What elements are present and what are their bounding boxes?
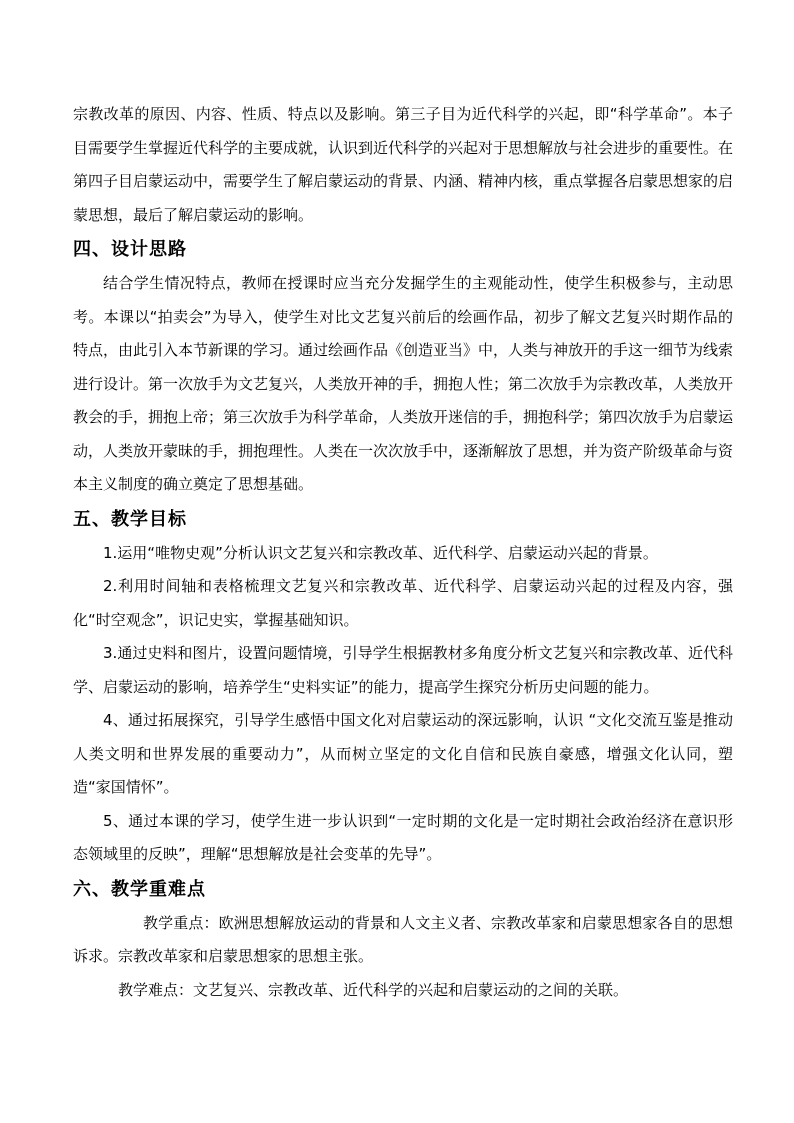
key-point-paragraph: 教学重点：欧洲思想解放运动的背景和人文主义者、宗教改革家和启蒙思想家各自的思想诉求。宗教改革家和启蒙思想家的思想主张。 bbox=[73, 913, 733, 965]
goal-3: 3.通过史料和图片，设置问题情境，引导学生根据教材多角度分析文艺复兴和宗教改革、近代科学、启蒙运动的影响，培养学生“史料实证”的能力，提高学生探究分析历史问题的能力。 bbox=[73, 644, 733, 696]
document-body bbox=[73, 98, 733, 1007]
section4-heading: 四、设计思路 bbox=[73, 239, 187, 260]
section5-heading: 五、教学目标 bbox=[73, 508, 187, 530]
goal-5: 5、通过本课的学习，使学生进一步认识到“一定时期的文化是一定时期社会政治经济在意识形态领域里的反映”，理解“思想解放是社会变革的先导”。 bbox=[73, 811, 733, 863]
section6-heading: 六、教学重难点 bbox=[73, 878, 206, 900]
section4-paragraph: 结合学生情况特点，教师在授课时应当充分发掘学生的主观能动性，使学生积极参与，主动思考。本课以“拍卖会”为导入，使学生对比文艺复兴前后的绘画作品，初步了解文艺复兴时期作品的特点，由此引入本节新课的学习。通过绘画作品《创造亚当》中，人类与神放开的手这一细节为线索进行设计。第一次放手为文艺复兴，人类放开神的手，拥抱人性；第二次放手为宗教改革，人类放开教会的手，拥抱上帝；第三次放手为科学革命，人类放开迷信的手，拥抱科学；第四次放手为启蒙运动，人类放开蒙昧的手，拥抱理性。人类在一次次放手中，逐渐解放了思想，并为资产阶级革命与资本主义制度的确立奠定了思想基础。 bbox=[73, 274, 734, 493]
difficult-point-paragraph: 教学难点：文艺复兴、宗教改革、近代科学的兴起和启蒙运动的之间的关联。 bbox=[118, 980, 629, 999]
goal-4: 4、通过拓展探究，引导学生感悟中国文化对启蒙运动的深远影响，认识 “文化交流互鉴是推动人类文明和世界发展的重要动力”，从而树立坚定的文化自信和民族自豪感，增强文化认同，塑造“家国情怀”。 bbox=[73, 711, 733, 796]
goal-2: 2.利用时间轴和表格梳理文艺复兴和宗教改革、近代科学、启蒙运动兴起的过程及内容，强化“时空观念”，识记史实，掌握基础知识。 bbox=[73, 577, 733, 629]
section3-tail-paragraph: 宗教改革的原因、内容、性质、特点以及影响。第三子目为近代科学的兴起，即“科学革命”。本子目需要学生掌握近代科学的主要成就，认识到近代科学的兴起对于思想解放与社会进步的重要性。在第四子目启蒙运动中，需要学生了解启蒙运动的背景、内涵、精神内核，重点掌握各启蒙思想家的启蒙思想，最后了解启蒙运动的影响。 bbox=[73, 105, 734, 224]
goal-1: 1.运用“唯物史观”分析认识文艺复兴和宗教改革、近代科学、启蒙运动兴起的背景。 bbox=[103, 543, 658, 562]
